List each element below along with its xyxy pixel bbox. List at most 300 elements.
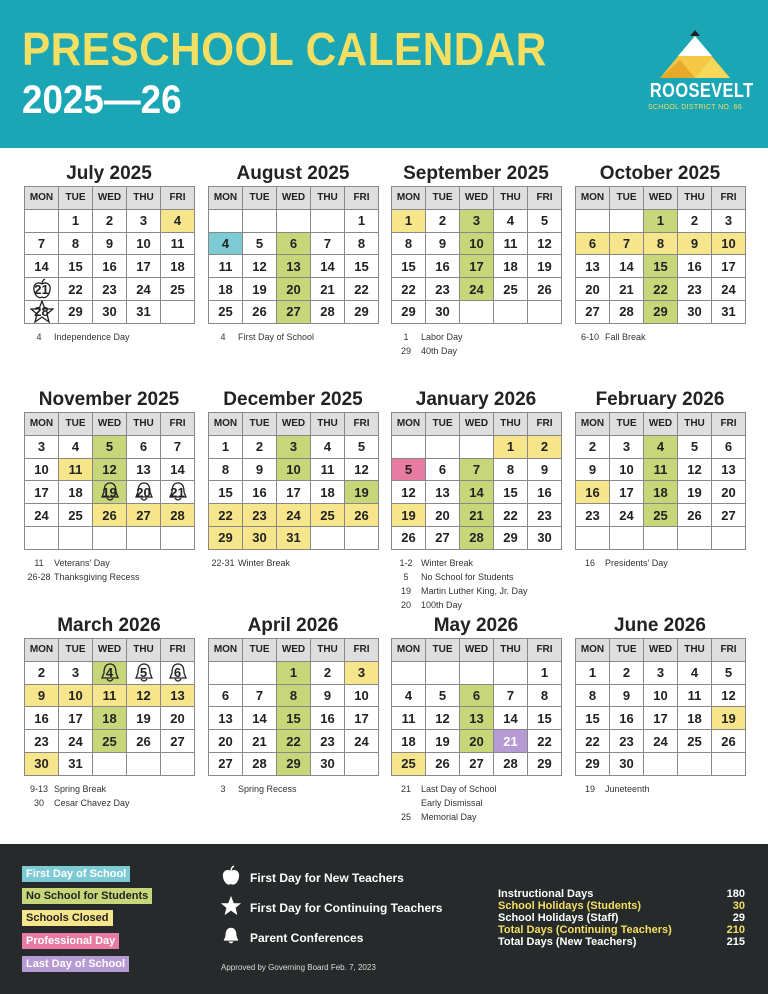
day-cell (494, 210, 528, 233)
day-number: 14 (252, 710, 267, 726)
note-date: 22-31 (211, 557, 235, 568)
day-number: 19 (721, 710, 736, 726)
day-cell (610, 255, 644, 278)
day-cell (127, 662, 161, 685)
day-cell (494, 278, 528, 301)
day-cell (426, 662, 460, 685)
day-cell (161, 459, 195, 482)
month-grid (24, 186, 195, 324)
day-cell (161, 301, 195, 324)
day-cell (494, 685, 528, 708)
day-cell (93, 210, 127, 233)
day-cell (678, 255, 712, 278)
month-title: March 2026 (57, 615, 161, 636)
stat-label: Total Days (Continuing Teachers) (498, 924, 672, 936)
day-number: 26 (354, 507, 369, 523)
day-cell (392, 753, 426, 776)
day-number: 19 (102, 484, 117, 500)
apple-icon (220, 865, 250, 890)
day-number: 24 (469, 281, 484, 297)
month-block (208, 162, 378, 344)
month-grid (575, 412, 746, 550)
day-number: 1 (656, 213, 665, 229)
day-cell (25, 685, 59, 708)
day-cell (712, 527, 746, 550)
day-cell (576, 730, 610, 753)
weekday-header: THU (494, 413, 528, 436)
stat-value: 180 (726, 888, 745, 900)
day-cell (25, 707, 59, 730)
day-cell (243, 730, 277, 753)
day-cell (392, 301, 426, 324)
day-number: 5 (540, 213, 549, 229)
weekday-header: MON (25, 639, 59, 662)
day-number: 14 (503, 710, 518, 726)
day-cell (426, 504, 460, 527)
day-number: 26 (721, 733, 736, 749)
day-number: 23 (585, 507, 600, 523)
note-text: No School for Students (421, 571, 514, 582)
month-block (24, 162, 194, 344)
day-number: 13 (585, 258, 600, 274)
note-row (391, 570, 561, 584)
day-number: 28 (469, 530, 484, 546)
month-grid (575, 638, 746, 776)
day-number: 12 (435, 710, 450, 726)
day-number: 9 (438, 235, 447, 251)
day-number: 17 (469, 258, 484, 274)
weekday-header: TUE (59, 187, 93, 210)
day-cell (678, 459, 712, 482)
weekday-header: FRI (161, 413, 195, 436)
day-number: 17 (653, 710, 668, 726)
day-cell (127, 730, 161, 753)
day-number: 26 (401, 530, 416, 546)
day-number: 28 (503, 756, 518, 772)
day-cell (460, 504, 494, 527)
logo-name: ROOSEVELT (649, 80, 754, 102)
day-number: 10 (354, 687, 369, 703)
day-cell (528, 685, 562, 708)
day-cell (610, 685, 644, 708)
month-block (208, 614, 378, 796)
day-cell (494, 459, 528, 482)
day-number: 23 (34, 733, 49, 749)
day-number: 10 (721, 235, 736, 251)
day-number: 20 (721, 484, 736, 500)
day-number: 7 (37, 235, 46, 251)
note-text: Independence Day (54, 331, 130, 342)
day-number: 10 (136, 235, 151, 251)
day-cell (209, 504, 243, 527)
day-cell (93, 233, 127, 256)
day-cell (277, 255, 311, 278)
day-number: 15 (503, 484, 518, 500)
day-number: 12 (721, 687, 736, 703)
day-number: 2 (622, 665, 631, 681)
day-number: 23 (435, 281, 450, 297)
day-cell (277, 301, 311, 324)
day-cell (277, 707, 311, 730)
day-cell (93, 527, 127, 550)
day-number: 19 (252, 281, 267, 297)
day-number: 27 (469, 756, 484, 772)
day-number: 2 (540, 439, 549, 455)
day-cell (392, 210, 426, 233)
day-cell (311, 707, 345, 730)
day-cell (25, 730, 59, 753)
day-cell (712, 504, 746, 527)
day-cell (426, 753, 460, 776)
day-cell (345, 707, 379, 730)
day-cell (392, 233, 426, 256)
day-cell (127, 459, 161, 482)
day-number: 20 (286, 281, 301, 297)
note-row (391, 556, 561, 570)
month-notes (391, 782, 561, 824)
day-number: 24 (68, 733, 83, 749)
day-number: 1 (289, 665, 298, 681)
day-cell (426, 210, 460, 233)
note-date: 29 (400, 345, 411, 356)
day-number: 21 (469, 507, 484, 523)
day-cell (243, 278, 277, 301)
day-number: 4 (173, 213, 182, 229)
day-number: 24 (136, 281, 151, 297)
weekday-header: WED (460, 187, 494, 210)
day-cell (528, 436, 562, 459)
day-cell (528, 730, 562, 753)
day-number: 12 (354, 461, 369, 477)
day-cell (345, 278, 379, 301)
day-cell (277, 504, 311, 527)
day-number: 29 (585, 756, 600, 772)
day-cell (127, 481, 161, 504)
day-number: 6 (472, 687, 481, 703)
day-cell (59, 210, 93, 233)
day-number: 29 (218, 530, 233, 546)
day-number: 30 (619, 756, 634, 772)
month-grid (575, 186, 746, 324)
day-cell (277, 278, 311, 301)
weekday-header: TUE (610, 639, 644, 662)
day-cell (311, 753, 345, 776)
day-number: 3 (724, 213, 733, 229)
weekday-header: THU (678, 639, 712, 662)
day-number: 29 (537, 756, 552, 772)
day-cell (610, 504, 644, 527)
day-cell (712, 685, 746, 708)
day-number: 1 (221, 439, 230, 455)
weekday-header: MON (209, 639, 243, 662)
day-cell (426, 730, 460, 753)
day-number: 14 (170, 461, 185, 477)
day-number: 13 (136, 461, 151, 477)
month-notes (575, 782, 745, 796)
day-cell (576, 210, 610, 233)
day-number: 3 (139, 213, 148, 229)
day-number: 8 (506, 461, 515, 477)
day-cell (392, 685, 426, 708)
day-cell (460, 707, 494, 730)
day-number: 28 (34, 304, 49, 320)
note-text: 40th Day (421, 345, 458, 356)
day-cell (93, 255, 127, 278)
note-row (575, 782, 745, 796)
day-number: 5 (690, 439, 699, 455)
weekday-header: THU (311, 639, 345, 662)
day-number: 16 (34, 710, 49, 726)
day-cell (392, 504, 426, 527)
month-title: October 2025 (599, 163, 721, 184)
month-title: July 2025 (66, 163, 152, 184)
day-cell (311, 527, 345, 550)
day-cell (576, 255, 610, 278)
weekday-header: TUE (243, 187, 277, 210)
day-cell (392, 459, 426, 482)
day-number: 12 (252, 258, 267, 274)
day-cell (161, 233, 195, 256)
note-date: 25 (400, 811, 411, 822)
day-number: 15 (68, 258, 83, 274)
day-cell (678, 527, 712, 550)
weekday-header: MON (25, 187, 59, 210)
day-cell (345, 662, 379, 685)
day-number: 27 (435, 530, 450, 546)
day-number: 25 (68, 507, 83, 523)
day-cell (576, 504, 610, 527)
day-cell (460, 278, 494, 301)
day-cell (426, 685, 460, 708)
day-cell (277, 459, 311, 482)
day-cell (59, 459, 93, 482)
day-number: 8 (221, 461, 230, 477)
day-number: 18 (653, 484, 668, 500)
day-cell (644, 301, 678, 324)
day-cell (345, 504, 379, 527)
day-cell (93, 278, 127, 301)
icon-legend-row (220, 895, 442, 920)
day-cell (678, 233, 712, 256)
note-date: 1-2 (399, 557, 413, 568)
month-title: August 2025 (236, 163, 350, 184)
weekday-header: FRI (161, 187, 195, 210)
day-number: 30 (102, 304, 117, 320)
day-number: 1 (357, 213, 366, 229)
day-cell (93, 662, 127, 685)
day-number: 25 (170, 281, 185, 297)
day-number: 16 (585, 484, 600, 500)
day-cell (311, 685, 345, 708)
day-cell (127, 685, 161, 708)
day-number: 15 (354, 258, 369, 274)
day-cell (25, 662, 59, 685)
day-number: 1 (506, 439, 515, 455)
month-title: December 2025 (223, 389, 363, 410)
day-number: 19 (401, 507, 416, 523)
day-cell (59, 481, 93, 504)
day-cell (25, 481, 59, 504)
day-cell (243, 255, 277, 278)
day-number: 3 (71, 665, 80, 681)
day-number: 30 (320, 756, 335, 772)
day-cell (426, 459, 460, 482)
legend-pink: Professional Day (22, 933, 119, 949)
month-block (391, 388, 561, 612)
day-number: 9 (540, 461, 549, 477)
day-cell (528, 662, 562, 685)
day-cell (610, 278, 644, 301)
stat-row (498, 936, 745, 948)
day-number: 16 (252, 484, 267, 500)
day-cell (610, 459, 644, 482)
day-cell (345, 436, 379, 459)
day-cell (161, 255, 195, 278)
day-cell (426, 301, 460, 324)
day-number: 23 (252, 507, 267, 523)
day-cell (528, 707, 562, 730)
weekday-header: TUE (243, 413, 277, 436)
day-number: 6 (173, 665, 182, 681)
day-number: 29 (401, 304, 416, 320)
note-text: Juneteenth (605, 783, 650, 794)
day-cell (610, 210, 644, 233)
note-row (575, 330, 745, 344)
day-cell (610, 662, 644, 685)
day-cell (576, 707, 610, 730)
month-grid (24, 638, 195, 776)
day-number: 3 (37, 439, 46, 455)
day-number: 5 (404, 461, 413, 477)
day-number: 26 (435, 756, 450, 772)
note-text: Spring Break (54, 783, 107, 794)
day-number: 25 (320, 507, 335, 523)
day-number: 28 (252, 756, 267, 772)
day-cell (311, 436, 345, 459)
day-cell (311, 255, 345, 278)
day-cell (277, 436, 311, 459)
note-date: 16 (584, 557, 595, 568)
day-number: 4 (404, 687, 413, 703)
day-number: 16 (537, 484, 552, 500)
day-cell (209, 278, 243, 301)
month-notes (24, 330, 194, 344)
day-number: 16 (435, 258, 450, 274)
note-row (391, 598, 561, 612)
day-number: 18 (102, 710, 117, 726)
day-number: 3 (357, 665, 366, 681)
note-text: Thanksgiving Recess (54, 571, 140, 582)
logo-subtitle: SCHOOL DISTRICT NO. 66 (647, 104, 743, 111)
day-cell (311, 481, 345, 504)
day-cell (345, 255, 379, 278)
weekday-header: FRI (712, 187, 746, 210)
day-cell (93, 730, 127, 753)
day-number: 8 (71, 235, 80, 251)
day-cell (712, 459, 746, 482)
day-cell (311, 730, 345, 753)
day-cell (494, 662, 528, 685)
day-cell (644, 210, 678, 233)
day-cell (209, 527, 243, 550)
day-number: 12 (102, 461, 117, 477)
day-number: 25 (653, 507, 668, 523)
day-number: 20 (435, 507, 450, 523)
day-number: 9 (37, 687, 46, 703)
month-block (391, 614, 561, 824)
weekday-header: TUE (426, 413, 460, 436)
day-cell (277, 730, 311, 753)
day-cell (610, 527, 644, 550)
day-number: 20 (469, 733, 484, 749)
month-notes (208, 782, 378, 796)
day-number: 25 (503, 281, 518, 297)
day-number: 4 (221, 235, 230, 251)
day-cell (494, 730, 528, 753)
icon-legend-label: First Day for New Teachers (250, 870, 404, 885)
day-cell (678, 210, 712, 233)
weekday-header: MON (392, 413, 426, 436)
day-number: 31 (136, 304, 151, 320)
day-number: 30 (252, 530, 267, 546)
day-cell (161, 527, 195, 550)
day-cell (494, 504, 528, 527)
weekday-header: FRI (528, 187, 562, 210)
note-row (391, 584, 561, 598)
weekday-header: TUE (426, 187, 460, 210)
day-number: 6 (221, 687, 230, 703)
month-block (575, 162, 745, 344)
day-cell (127, 278, 161, 301)
day-number: 11 (401, 710, 416, 726)
note-date: 19 (584, 783, 595, 794)
weekday-header: TUE (610, 187, 644, 210)
day-cell (460, 685, 494, 708)
day-cell (59, 436, 93, 459)
day-number: 2 (438, 213, 447, 229)
day-number: 15 (653, 258, 668, 274)
note-row (24, 782, 194, 796)
day-cell (426, 255, 460, 278)
day-cell (311, 210, 345, 233)
day-cell (644, 730, 678, 753)
day-cell (345, 685, 379, 708)
day-cell (678, 730, 712, 753)
day-cell (426, 233, 460, 256)
day-cell (209, 255, 243, 278)
day-number: 10 (286, 461, 301, 477)
day-cell (712, 436, 746, 459)
day-cell (528, 753, 562, 776)
note-date: 6-10 (580, 331, 599, 342)
day-number: 29 (503, 530, 518, 546)
day-cell (93, 753, 127, 776)
day-cell (161, 504, 195, 527)
day-number: 26 (687, 507, 702, 523)
day-number: 20 (170, 710, 185, 726)
day-number: 14 (469, 484, 484, 500)
day-number: 24 (34, 507, 49, 523)
day-cell (678, 753, 712, 776)
day-cell (528, 278, 562, 301)
day-number: 24 (286, 507, 301, 523)
day-cell (392, 730, 426, 753)
bell-icon (220, 925, 250, 950)
day-cell (528, 459, 562, 482)
month-notes (391, 330, 561, 358)
day-cell (93, 707, 127, 730)
month-title: June 2026 (614, 615, 706, 636)
